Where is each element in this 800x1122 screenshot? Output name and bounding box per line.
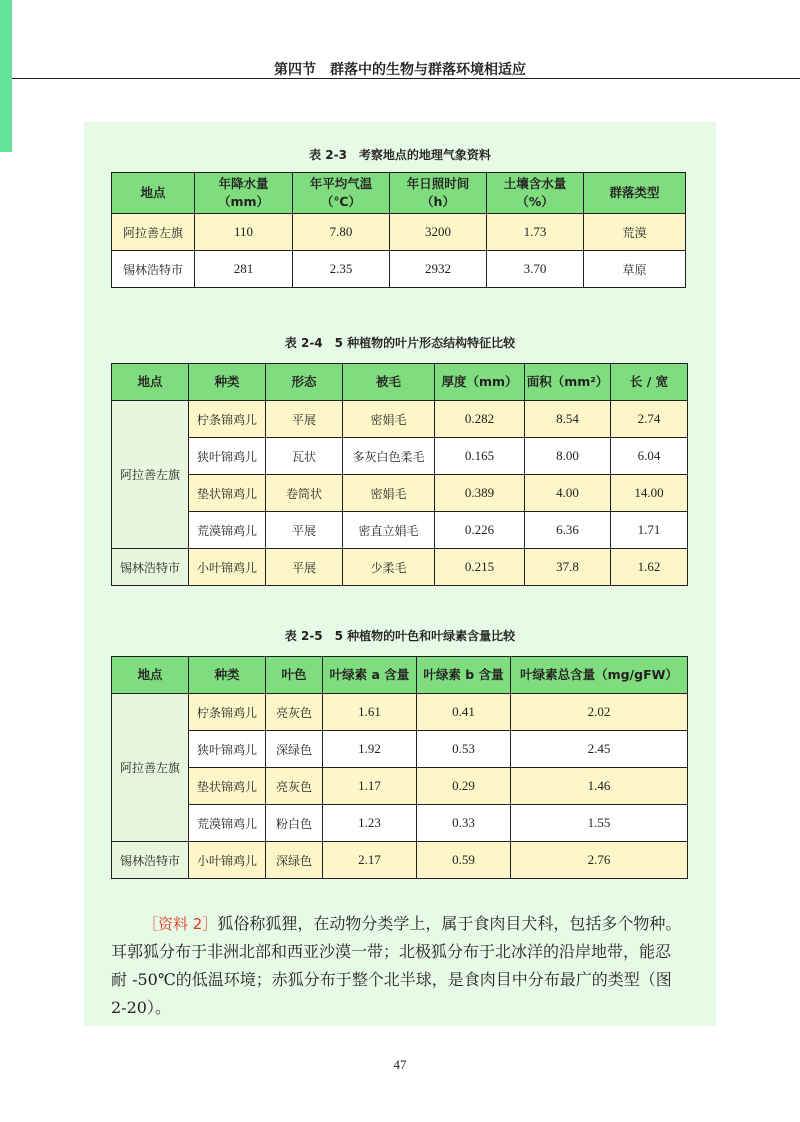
table-cell: 平展 <box>266 549 343 586</box>
table-cell: 亮灰色 <box>266 768 323 805</box>
table-cell: 0.165 <box>435 438 525 475</box>
table-row <box>112 438 688 475</box>
table-cell: 小叶锦鸡儿 <box>189 549 266 586</box>
table-row <box>112 475 688 512</box>
table-2-3 <box>111 172 686 288</box>
table-2-3-caption: 表 2-3 考察地点的地理气象资料 <box>309 148 491 162</box>
table-cell: 亮灰色 <box>266 694 323 731</box>
header-cell: 叶绿素 a 含量 <box>323 657 417 694</box>
table-cell: 瓦状 <box>266 438 343 475</box>
table-cell: 阿拉善左旗 <box>112 214 195 251</box>
table-cell: 8.00 <box>525 438 611 475</box>
table-cell: 柠条锦鸡儿 <box>189 694 266 731</box>
table-row <box>112 512 688 549</box>
table-cell: 粉白色 <box>266 805 323 842</box>
paragraph-line: 耳郭狐分布于非洲北部和西亚沙漠一带；北极狐分布于北冰洋的沿岸地带，能忍 <box>111 942 672 961</box>
table-cell: 1.55 <box>511 805 688 842</box>
table-cell: 3200 <box>390 214 487 251</box>
header-cell: 叶绿素 b 含量 <box>417 657 511 694</box>
table-cell: 7.80 <box>293 214 390 251</box>
table-cell: 6.04 <box>611 438 688 475</box>
table-row <box>112 842 688 879</box>
table-cell: 小叶锦鸡儿 <box>189 842 266 879</box>
table-cell: 柠条锦鸡儿 <box>189 401 266 438</box>
table-cell: 荒漠 <box>584 214 686 251</box>
table-cell: 37.8 <box>525 549 611 586</box>
paragraph-line: 耐 -50℃的低温环境；赤狐分布于整个北半球，是食肉目中分布最广的类型（图 2-20）。 <box>111 970 672 1017</box>
table-row <box>112 214 686 251</box>
header-cell: 年平均气温 （℃） <box>293 173 390 214</box>
table-row <box>112 731 688 768</box>
location-cell: 阿拉善左旗 <box>112 401 189 549</box>
table-cell: 2.17 <box>323 842 417 879</box>
table-cell: 1.46 <box>511 768 688 805</box>
table-cell: 2.76 <box>511 842 688 879</box>
table-2-3-header-row <box>112 173 686 214</box>
table-cell: 垫状锦鸡儿 <box>189 475 266 512</box>
page-number: 47 <box>393 1057 407 1072</box>
table-cell: 6.36 <box>525 512 611 549</box>
table-cell: 荒漠锦鸡儿 <box>189 805 266 842</box>
table-cell: 1.23 <box>323 805 417 842</box>
table-2-5 <box>111 656 688 879</box>
table-cell: 平展 <box>266 512 343 549</box>
table-cell: 8.54 <box>525 401 611 438</box>
table-cell: 2932 <box>390 251 487 288</box>
header-cell: 叶色 <box>266 657 323 694</box>
table-cell: 1.17 <box>323 768 417 805</box>
table-2-4-header-row <box>112 364 688 401</box>
table-cell: 3.70 <box>487 251 584 288</box>
table-cell: 1.71 <box>611 512 688 549</box>
material-2-paragraph <box>111 910 691 1022</box>
table-row <box>112 694 688 731</box>
table-cell: 狭叶锦鸡儿 <box>189 731 266 768</box>
table-cell: 1.73 <box>487 214 584 251</box>
table-cell: 锡林浩特市 <box>112 251 195 288</box>
table-cell: 0.41 <box>417 694 511 731</box>
header-cell: 土壤含水量 （%） <box>487 173 584 214</box>
table-cell: 110 <box>195 214 293 251</box>
table-cell: 少柔毛 <box>343 549 435 586</box>
table-row <box>112 768 688 805</box>
header-rule <box>12 78 800 79</box>
table-row <box>112 251 686 288</box>
location-cell: 锡林浩特市 <box>112 842 189 879</box>
table-cell: 多灰白色柔毛 <box>343 438 435 475</box>
table-2-4-caption: 表 2-4 5 种植物的叶片形态结构特征比较 <box>284 336 516 350</box>
table-cell: 2.35 <box>293 251 390 288</box>
table-row <box>112 549 688 586</box>
table-2-5-header-row <box>112 657 688 694</box>
table-cell: 4.00 <box>525 475 611 512</box>
location-cell: 阿拉善左旗 <box>112 694 189 842</box>
table-cell: 0.389 <box>435 475 525 512</box>
table-cell: 1.62 <box>611 549 688 586</box>
table-cell: 1.92 <box>323 731 417 768</box>
header-cell: 地点 <box>112 657 189 694</box>
header-cell: 年日照时间 （h） <box>390 173 487 214</box>
table-cell: 密娟毛 <box>343 401 435 438</box>
header-cell: 叶绿素总含量（mg/gFW） <box>511 657 688 694</box>
header-cell: 被毛 <box>343 364 435 401</box>
table-cell: 荒漠锦鸡儿 <box>189 512 266 549</box>
table-2-4 <box>111 363 688 586</box>
header-cell: 种类 <box>189 657 266 694</box>
table-cell: 0.53 <box>417 731 511 768</box>
material-tag: ［资料 2］ <box>143 915 218 933</box>
table-cell: 1.61 <box>323 694 417 731</box>
table-cell: 平展 <box>266 401 343 438</box>
location-cell: 锡林浩特市 <box>112 549 189 586</box>
table-cell: 0.29 <box>417 768 511 805</box>
header-cell: 长 / 宽 <box>611 364 688 401</box>
table-cell: 281 <box>195 251 293 288</box>
header-cell: 形态 <box>266 364 343 401</box>
page-header-title: 第四节 群落中的生物与群落环境相适应 <box>274 62 526 78</box>
table-cell: 密直立娟毛 <box>343 512 435 549</box>
table-cell: 2.74 <box>611 401 688 438</box>
table-cell: 草原 <box>584 251 686 288</box>
table-cell: 0.59 <box>417 842 511 879</box>
header-cell: 地点 <box>112 173 195 214</box>
table-cell: 2.02 <box>511 694 688 731</box>
table-row <box>112 805 688 842</box>
table-cell: 深绿色 <box>266 731 323 768</box>
header-cell: 群落类型 <box>584 173 686 214</box>
table-cell: 0.215 <box>435 549 525 586</box>
paragraph-line: ［资料 2］狐俗称狐狸，在动物分类学上，属于食肉目犬科，包括多个物种。 <box>143 914 682 933</box>
table-row <box>112 401 688 438</box>
table-cell: 密娟毛 <box>343 475 435 512</box>
table-cell: 2.45 <box>511 731 688 768</box>
table-cell: 0.226 <box>435 512 525 549</box>
header-cell: 年降水量 （mm） <box>195 173 293 214</box>
table-cell: 0.33 <box>417 805 511 842</box>
table-cell: 0.282 <box>435 401 525 438</box>
header-cell: 面积（mm²） <box>525 364 611 401</box>
header-cell: 地点 <box>112 364 189 401</box>
table-cell: 深绿色 <box>266 842 323 879</box>
table-cell: 垫状锦鸡儿 <box>189 768 266 805</box>
table-2-5-caption: 表 2-5 5 种植物的叶色和叶绿素含量比较 <box>284 629 516 643</box>
header-cell: 厚度（mm） <box>435 364 525 401</box>
table-cell: 卷筒状 <box>266 475 343 512</box>
table-cell: 狭叶锦鸡儿 <box>189 438 266 475</box>
table-cell: 14.00 <box>611 475 688 512</box>
header-cell: 种类 <box>189 364 266 401</box>
